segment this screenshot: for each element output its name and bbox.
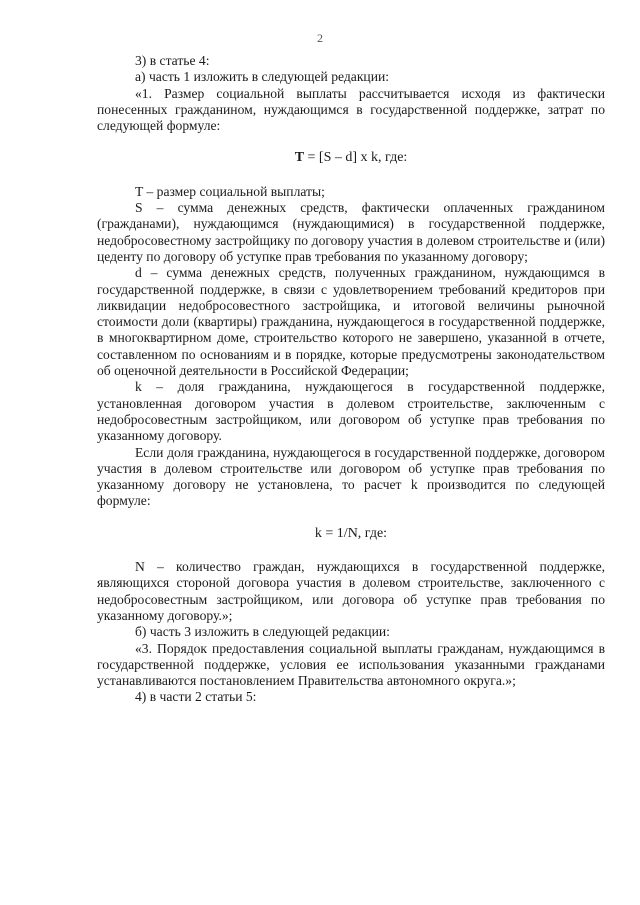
paragraph-share-not-set: Если доля гражданина, нуждающегося в государственной поддержке, договором участия в долевом строительстве или договором об уступке прав требования по указанному договору не установлена, то расчет k производится по следующей формуле: <box>97 444 605 509</box>
page-number: 2 <box>317 31 323 45</box>
definition-n: N – количество граждан, нуждающихся в государственной поддержке, являющихся стороной договора участия в долевом строительстве, заключенного с недобросовестным застройщиком, или договора об уступке прав требования по указанному договору.»; <box>97 559 605 623</box>
formula-t <box>97 150 605 166</box>
paragraph-part-1-edit: а) часть 1 изложить в следующей редакции: <box>135 69 390 85</box>
paragraph-part-3-edit: б) часть 3 изложить в следующей редакции: <box>135 624 390 640</box>
definition-d: d – сумма денежных средств, полученных гражданином, нуждающимся в государственной поддержке, в связи с удовлетворением требований кредиторов при ликвидации недобросовестного застройщика, и итоговой величины рыночной стоимости доли (квартиры) гражданина, нуждающегося в государственной поддержке, в многоквартирном доме, строительство которого не завершено, указанной в отчете, составленном по основаниям и в порядке, которые предусмотрены законодательством об оценочной деятельности в Российской Федерации; <box>97 265 605 379</box>
formula-t-variable: T <box>294 150 305 166</box>
definition-s: S – сумма денежных средств, фактически оплаченных гражданином (гражданами), нуждающимся (нуждающимися) в государственной поддержке, недобросовестному застройщику по договору участия в долевом строительстве и (или) цеденту по договору об уступке прав требования по указанному договору; <box>97 200 605 264</box>
formula-k: k = 1/N, где: <box>314 525 388 541</box>
paragraph-article-5: 4) в части 2 статьи 5: <box>135 689 257 705</box>
paragraph-procedure: «3. Порядок предоставления социальной выплаты гражданам, нуждающимся в государственной поддержке, условия ее использования указанными гражданами устанавливаются постановлением Правительства автономного округа.»; <box>97 640 605 689</box>
definition-t: T – размер социальной выплаты; <box>135 183 325 199</box>
formula-t-expression: = [S – d] x k, где: <box>304 150 408 166</box>
paragraph-social-payment-size: «1. Размер социальной выплаты рассчитывается исходя из фактически понесенных гражданином, нуждающимся в государственной поддержке, затрат по следующей формуле: <box>97 85 605 134</box>
definition-k: k – доля гражданина, нуждающегося в государственной поддержке, установленная договором участия в долевом строительстве, заключенным с недобросовестным застройщиком, или договором об уступке прав требования по указанному договору. <box>97 379 605 444</box>
paragraph-article-4: 3) в статье 4: <box>135 53 210 68</box>
document-body <box>97 53 605 706</box>
